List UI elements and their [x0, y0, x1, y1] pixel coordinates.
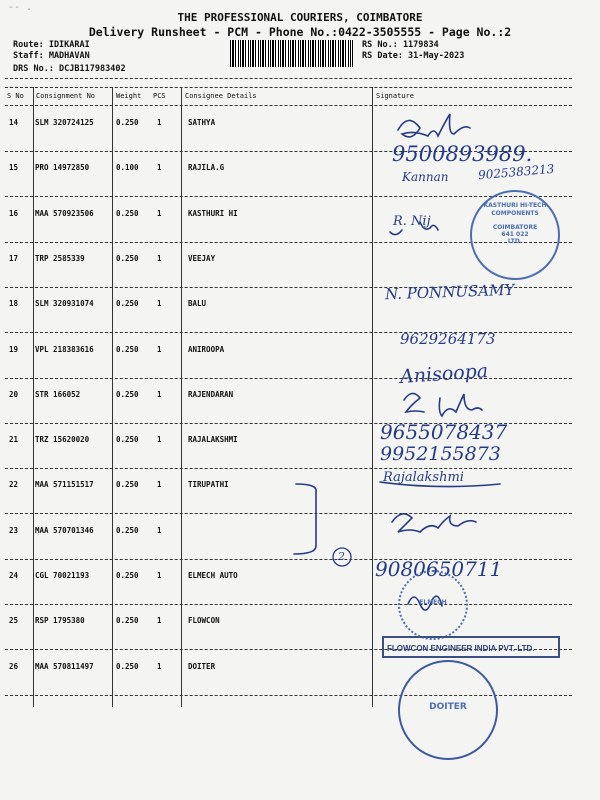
row-consignee: RAJENDARAN [188, 389, 234, 399]
row-consignment: SLM 320931074 [35, 299, 94, 309]
flowcon-stamp [382, 636, 560, 658]
row-pcs: 1 [157, 208, 162, 218]
stamp-doiter: DOITER [429, 702, 467, 712]
row-consignee: ELMECH AUTO [188, 571, 238, 580]
row-sno: 18 [9, 299, 19, 309]
row-consignment: MAA 570701346 [35, 525, 94, 535]
row-consignee: RAJALAKSHMI [188, 435, 238, 445]
stamp-ltd: LTD. [507, 238, 523, 245]
handwritten-phone-14: 9500893989. [392, 142, 533, 166]
handwritten-sign-21: Rajalakshmi [383, 470, 464, 485]
header-row-line [5, 105, 572, 106]
row-consignee: FLOWCON [188, 616, 220, 626]
row-separator [5, 604, 572, 605]
col-header-pcs: PCS [153, 92, 166, 100]
row-separator [5, 513, 572, 514]
row-consignment: RSP 1795380 [35, 616, 85, 626]
col-divider [181, 87, 182, 707]
row-sno: 17 [9, 253, 19, 263]
handwritten-phone-15: 9025383213 [477, 161, 555, 183]
row-sno: 16 [9, 208, 19, 218]
row-sno: 14 [9, 118, 19, 127]
row-weight: 0.250 [116, 344, 139, 354]
row-sno: 26 [9, 661, 19, 671]
col-header-consignment: Consignment No [36, 92, 96, 100]
col-divider [372, 87, 373, 707]
col-header-consignee: Consignee Details [185, 92, 257, 100]
col-header-signature: Signature [376, 92, 414, 100]
stamp-elmech: ELMECH [419, 599, 447, 606]
row-pcs: 1 [157, 616, 162, 626]
row-weight: 0.250 [116, 253, 139, 263]
col-header-weight: Weight [116, 92, 142, 100]
row-sno: 24 [9, 571, 19, 580]
row-sno: 15 [9, 163, 19, 173]
row-consignee: SATHYA [188, 118, 216, 127]
row-sno: 22 [9, 480, 19, 490]
row-pcs: 1 [157, 299, 162, 309]
row-weight: 0.250 [116, 118, 139, 127]
row-consignment: MAA 570923506 [35, 208, 94, 218]
signature-20 [404, 393, 482, 416]
kasthuri-stamp [470, 190, 560, 280]
stamp-pin: 641 022 [501, 231, 529, 238]
drs-number: DRS No.: DCJB117983402 [13, 64, 126, 74]
row-pcs: 1 [157, 435, 162, 445]
signature-14 [398, 114, 470, 137]
stamp-city: COIMBATORE [492, 224, 538, 231]
company-title: THE PROFESSIONAL COURIERS, COIMBATORE [177, 11, 423, 24]
row-consignee: ANIROOPA [188, 344, 225, 354]
row-separator [5, 468, 572, 469]
row-consignment: TRP 2585339 [35, 253, 85, 263]
row-pcs: 1 [157, 253, 162, 263]
handwritten-circle-number: 2 [338, 550, 345, 563]
row-sno: 21 [9, 435, 19, 445]
doiter-stamp [398, 660, 498, 760]
barcode [230, 40, 353, 67]
row-consignment: SLM 320724125 [35, 118, 94, 127]
row-weight: 0.250 [116, 525, 139, 535]
row-sno: 25 [9, 616, 19, 626]
row-weight: 0.250 [116, 389, 139, 399]
handwritten-sign-16: R. Nij [393, 214, 431, 229]
row-pcs: 1 [157, 571, 162, 580]
row-consignee: VEEJAY [188, 253, 216, 263]
handwritten-phone-23: 9080650711 [375, 557, 503, 581]
rs-date: RS Date: 31-May-2023 [362, 51, 465, 61]
row-weight: 0.100 [116, 163, 139, 173]
handwritten-name-15: Kannan [402, 170, 449, 184]
row-sno: 20 [9, 389, 19, 399]
row-weight: 0.250 [116, 616, 139, 626]
row-consignee: DOITER [188, 661, 216, 671]
row-consignee: BALU [188, 299, 207, 309]
row-weight: 0.250 [116, 571, 139, 580]
signature-23 [392, 514, 476, 532]
left-mark: -- [7, 82, 20, 93]
row-consignee: KASTHURI HI [188, 208, 238, 218]
row-consignment: MAA 571151517 [35, 480, 94, 490]
col-header-sno: S No [7, 92, 24, 100]
row-consignment: VPL 218383616 [35, 344, 94, 354]
handwritten-name-17: N. PONNUSAMY [384, 280, 515, 304]
row-weight: 0.250 [116, 661, 139, 671]
row-consignment: PRO 14972850 [35, 163, 90, 173]
stamp-company: KASTHURI HI-TECH COMPONENTS [483, 202, 547, 217]
col-divider [112, 87, 113, 707]
row-pcs: 1 [157, 480, 162, 490]
row-consignment: CGL 70021193 [35, 571, 90, 580]
route-label: Route: IDIKARAI [13, 40, 90, 50]
row-weight: 0.250 [116, 208, 139, 218]
row-consignee: TIRUPATHI [188, 480, 229, 490]
flowcon-stamp-text: FLOWCON ENGINEER INDIA PVT. LTD. [387, 644, 535, 653]
runsheet-subtitle: Delivery Runsheet - PCM - Phone No.:0422-3505555 - Page No.:2 [88, 25, 512, 39]
header-separator [5, 78, 572, 79]
row-consignee: RAJILA.G [188, 163, 225, 173]
row-separator [5, 196, 572, 197]
row-pcs: 1 [157, 661, 162, 671]
row-pcs: 1 [157, 344, 162, 354]
table-top-line [5, 87, 572, 88]
staff-label: Staff: MADHAVAN [13, 51, 90, 61]
row-consignment: STR 166052 [35, 389, 81, 399]
handwritten-phone-18: 9629264173 [400, 330, 496, 348]
row-consignment: TRZ 15620020 [35, 435, 90, 445]
row-sno: 19 [9, 344, 19, 354]
row-sno: 23 [9, 525, 19, 535]
row-weight: 0.250 [116, 299, 139, 309]
row-pcs: 1 [157, 163, 162, 173]
row-weight: 0.250 [116, 435, 139, 445]
row-pcs: 1 [157, 118, 162, 127]
bracket [294, 484, 316, 554]
row-weight: 0.250 [116, 480, 139, 490]
handwritten-phone-20: 9655078437 [380, 420, 508, 444]
col-divider [33, 87, 34, 707]
row-consignment: MAA 570811497 [35, 661, 94, 671]
rs-number: RS No.: 1179834 [362, 40, 439, 50]
scan-mark: -- . [8, 2, 33, 13]
elmech-stamp [398, 570, 468, 640]
row-pcs: 1 [157, 525, 162, 535]
handwritten-name-19: Anisoopa [399, 359, 489, 389]
row-pcs: 1 [157, 389, 162, 399]
handwritten-phone-21: 9952155873 [380, 443, 501, 465]
